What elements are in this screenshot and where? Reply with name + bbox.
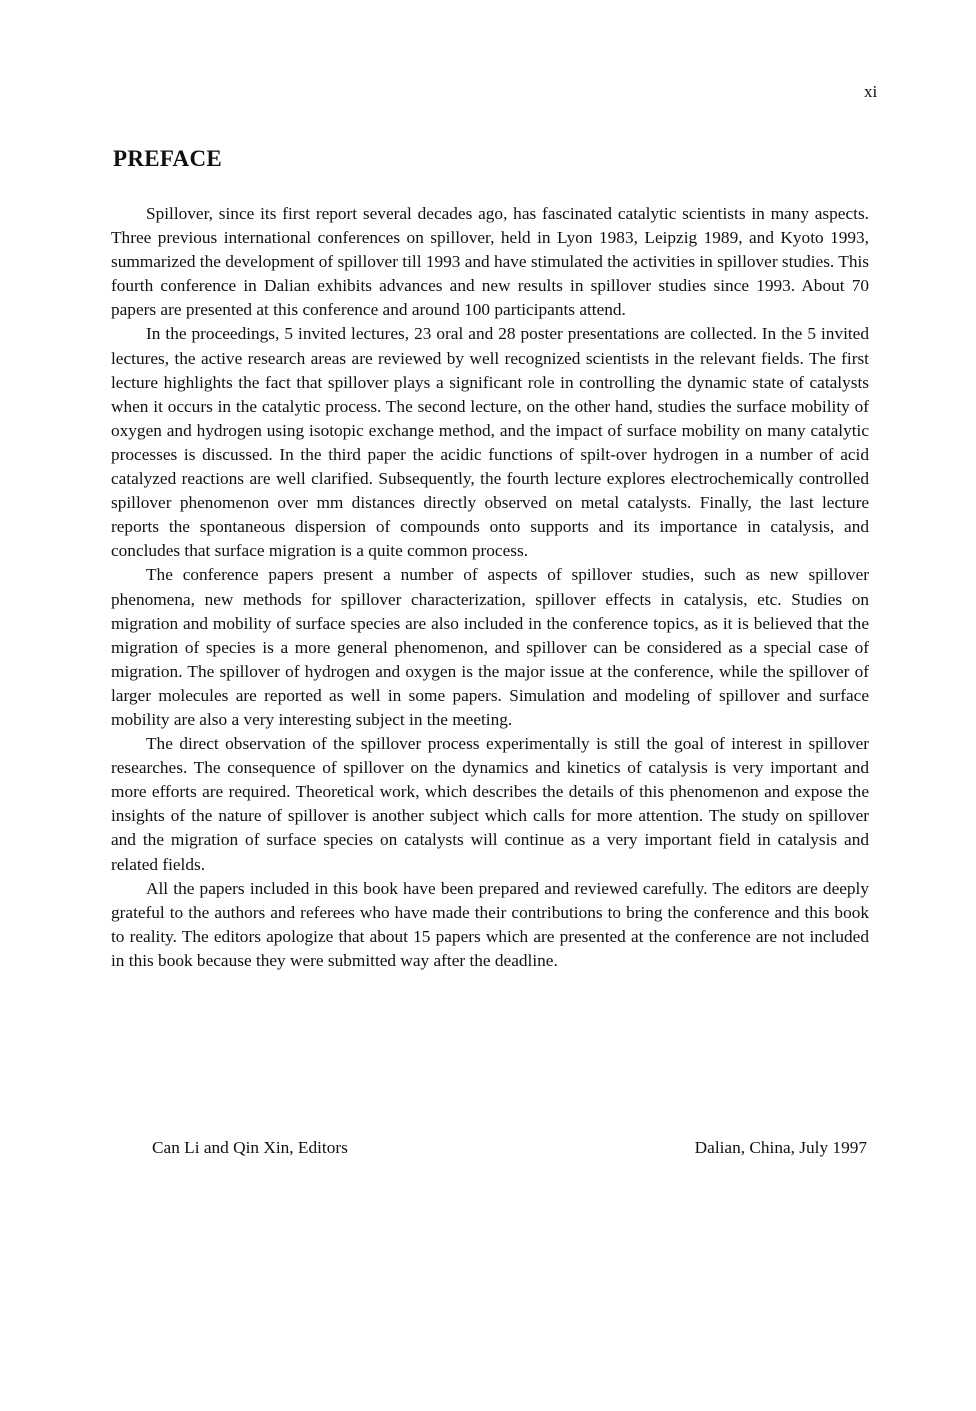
- page-title: PREFACE: [113, 146, 223, 171]
- signature-line: [152, 1136, 867, 1160]
- paragraph: The direct observation of the spillover process experimentally is still the goal of interest in spillover researches. The consequence of spillover on the dynamics and kinetics of catalysis is very important and more efforts are required. Theoretical work, which describes the details of this phenomenon and expose the insights of the nature of spillover is another subject which calls for more attention. The study on spillover and the migration of surface species on catalysts will continue as a very important field in catalysis and related fields.: [111, 734, 869, 874]
- paragraph: The conference papers present a number of aspects of spillover studies, such as new spillover phenomena, new methods for spillover characterization, spillover effects in catalysis, etc. Studies on migration and mobility of surface species are also included in the conference topics, as it is believed that the migration of species is a more general phenomenon, and spillover can be considered as a special case of migration. The spillover of hydrogen and oxygen is the major issue at the conference, while the spillover of larger molecules are reported as well in some papers. Simulation and modeling of spillover and surface mobility are also a very interesting subject in the meeting.: [111, 565, 869, 729]
- place-date: Dalian, China, July 1997: [694, 1138, 867, 1157]
- paragraph: In the proceedings, 5 invited lectures, 23 oral and 28 poster presentations are collected. In the 5 invited lectures, the active research areas are reviewed by well recognized scientists in the relevant fields. The first lecture highlights the fact that spillover plays a significant role in controlling the dynamic state of catalysts when it occurs in the catalytic process. The second lecture, on the other hand, studies the surface mobility of oxygen and hydrogen using isotopic exchange method, and the impact of surface mobility on many catalytic processes is discussed. In the third paper the acidic functions of spilt-over hydrogen in a number of acid catalyzed reactions are well clarified. Subsequently, the fourth lecture explores electrochemically controlled spillover phenomenon over mm distances directly observed on metal catalysts. Finally, the last lecture reports the spontaneous dispersion of compounds onto supports and its importance in catalysis, and concludes that surface migration is a quite common process.: [111, 324, 869, 561]
- paragraph: Spillover, since its first report several decades ago, has fascinated catalytic scientists in many aspects. Three previous international conferences on spillover, held in Lyon 1983, Leipzig 1989, and Kyoto 1993, summarized the development of spillover till 1993 and have stimulated the activities in spillover studies. This fourth conference in Dalian exhibits advances and new results in spillover studies since 1993. About 70 papers are presented at this conference and around 100 participants attend.: [111, 204, 869, 320]
- paragraph: All the papers included in this book have been prepared and reviewed carefully. The editors are deeply grateful to the authors and referees who have made their contributions to bring the conference and this book to reality. The editors apologize that about 15 papers which are presented at the conference are not included in this book because they were submitted way after the deadline.: [111, 878, 869, 970]
- editors-signature: Can Li and Qin Xin, Editors: [152, 1138, 348, 1157]
- preface-body: [111, 202, 869, 973]
- page-number: xi: [864, 82, 878, 101]
